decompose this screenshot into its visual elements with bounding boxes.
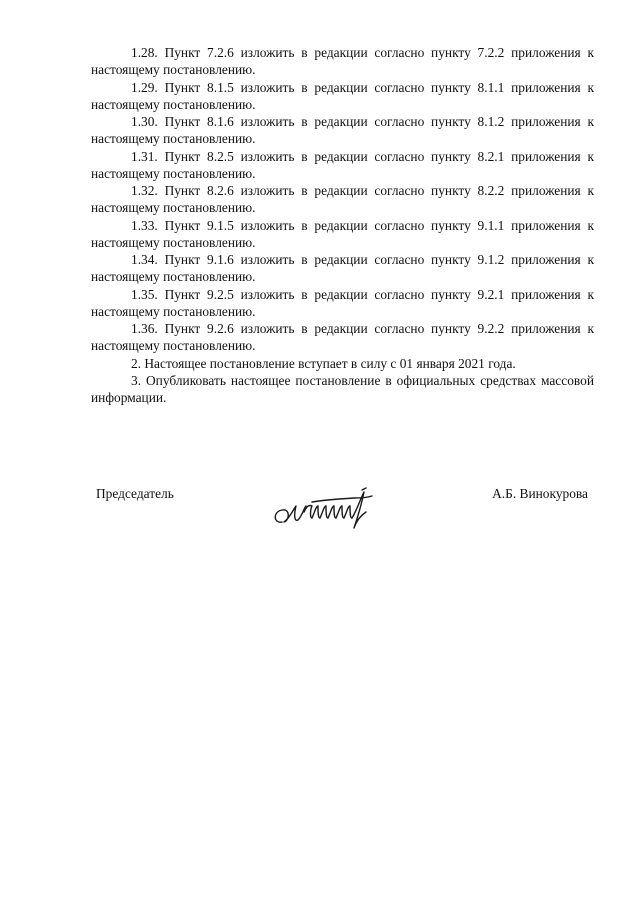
paragraph-1-31: 1.31. Пункт 8.2.5 изложить в редакции согласно пункту 8.2.1 приложения к настоящему постановлению. <box>91 148 594 181</box>
document-body <box>91 44 594 406</box>
handwritten-signature <box>268 482 380 534</box>
paragraph-1-36: 1.36. Пункт 9.2.6 изложить в редакции согласно пункту 9.2.2 приложения к настоящему постановлению. <box>91 321 594 354</box>
paragraph-1-33: 1.33. Пункт 9.1.5 изложить в редакции согласно пункту 9.1.1 приложения к настоящему постановлению. <box>91 217 594 250</box>
signer-title: Председатель <box>96 486 174 501</box>
paragraph-1-34: 1.34. Пункт 9.1.6 изложить в редакции согласно пункту 9.1.2 приложения к настоящему постановлению. <box>91 252 594 285</box>
paragraph-3: 3. Опубликовать настоящее постановление в официальных средствах массовой информации. <box>91 372 594 405</box>
paragraph-1-29: 1.29. Пункт 8.1.5 изложить в редакции согласно пункту 8.1.1 приложения к настоящему постановлению. <box>91 79 594 112</box>
paragraph-1-30: 1.30. Пункт 8.1.6 изложить в редакции согласно пункту 8.1.2 приложения к настоящему постановлению. <box>91 114 594 147</box>
signature-block <box>96 480 588 540</box>
signer-name: А.Б. Винокурова <box>492 486 588 501</box>
paragraph-1-32: 1.32. Пункт 8.2.6 изложить в редакции согласно пункту 8.2.2 приложения к настоящему постановлению. <box>91 183 594 216</box>
paragraph-1-35: 1.35. Пункт 9.2.5 изложить в редакции согласно пункту 9.2.1 приложения к настоящему постановлению. <box>91 286 594 319</box>
paragraph-2: 2. Настоящее постановление вступает в силу с 01 января 2021 года. <box>131 355 516 371</box>
paragraph-1-28: 1.28. Пункт 7.2.6 изложить в редакции согласно пункту 7.2.2 приложения к настоящему постановлению. <box>91 45 594 78</box>
